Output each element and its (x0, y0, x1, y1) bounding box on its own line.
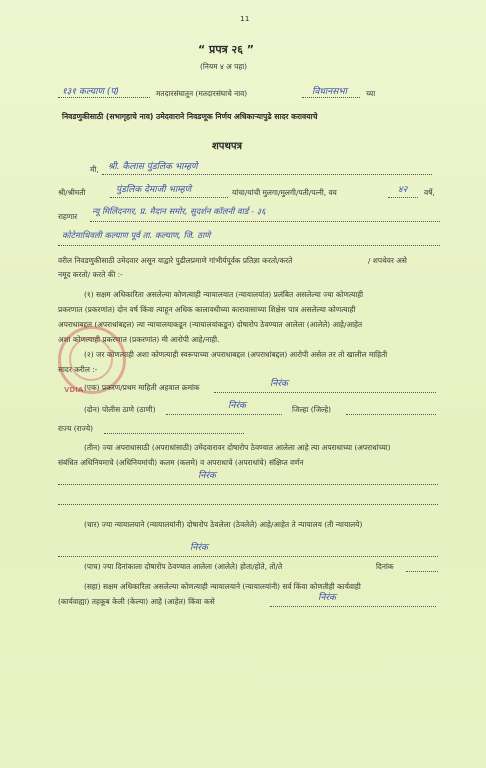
item3-handwritten: निरंक (198, 471, 216, 481)
date-dots (406, 571, 438, 572)
page-number: 11 (240, 14, 250, 23)
item6-dots (270, 606, 436, 607)
item1-handwritten: निरंक (270, 379, 288, 389)
intro-line2: नमूद करतो/ करते की :- (58, 270, 123, 279)
affidavit-title: शपथपत्र (212, 141, 243, 152)
clause1-line1: (१) सक्षम अधिकारिता असलेल्या कोणत्याही न्यायालयात (न्यायालयांत) प्रलंबित असलेल्या ज्या कोणत्याही (84, 290, 364, 299)
intro-or: / शपथेवर असे (368, 256, 407, 265)
candidate-name-handwritten: श्री. कैलास पुंडलिक भाम्हणे (108, 162, 198, 172)
form-subtitle: निवडणुकीसाठी (सभागृहाचे नाव) उमेदवाराने निवडणूक निर्णय अधिकाऱ्यापुढे सादर करावयाचे (62, 112, 318, 121)
stamp-text: VDIA (64, 386, 84, 394)
item5-label: (पाच) ज्या दिनांकाला दोषारोप ठेवण्यात आलेला (आलेले) होता/होते, तो/ते (84, 562, 283, 571)
item4-line1: (चार) ज्या न्यायालयाने (न्यायालयांनी) दोषारोप ठेवलेला (ठेवलेले) आहे/आहेत ते न्यायालय (ती न्यायालये) (84, 520, 363, 529)
item6-line2: (कार्यवाह्या) तहकूब केली (केल्या) आहे (आहेत) किंवा कसे (58, 597, 215, 606)
constituency-label: मतदारसंघातून (मतदारसंघाचे नाव) (156, 89, 248, 98)
clause1-line2: प्रकरणात (प्रकरणांत) दोन वर्ष किंवा त्याहून अधिक कालावधीच्या कारावासाच्या शिक्षेस पात्र असलेल्या कोणत्याही (58, 305, 356, 314)
parent-name-handwritten: पुंडलिक देमाजी भाम्हणे (116, 185, 192, 195)
age-handwritten: ४२ (398, 185, 408, 195)
state-label: राज्य (राज्ये) (58, 424, 94, 433)
house-suffix: च्या (366, 89, 376, 98)
item2-handwritten: निरंक (228, 401, 246, 411)
state-dots (104, 433, 244, 434)
intro-line1: वरील निवडणुकीसाठी उमेदवार असून याद्वारे पुढीलप्रमाणे गांभीर्यपूर्वक प्रतिज्ञा करतो/करते (58, 256, 293, 265)
district-label: जिल्हा (जिल्हे) (292, 405, 332, 414)
address-line2-dots (58, 245, 440, 246)
clause2-line2: सादर करील :- (58, 365, 98, 374)
rule-reference: (नियम ४ अ पहा) (200, 62, 248, 71)
address-line1-handwritten: न्यू मिलिंदनगर, प्र. मैदान समोर, सुदर्शन कॉलनी वार्ड - ३६ (92, 206, 266, 216)
item6-handwritten: निरंक (318, 593, 336, 603)
clause1-line3: अपराधाबद्दल (अपराधांबद्दल) त्या न्यायालयाकडून (न्यायालयांकडून) दोषारोप ठेवण्यात आलेला (आलेले) आहे/आहेत (58, 320, 363, 329)
item4-handwritten: निरंक (190, 543, 208, 553)
resident-label: राहणार (58, 212, 78, 221)
parent-relation: यांचा/यांची मुलगा/मुलगी/पती/पत्नी, वय (232, 188, 337, 197)
name-dots (102, 174, 432, 175)
item6-line1: (सहा) सक्षम अधिकारिता असलेल्या कोणत्याही न्यायालयाने (न्यायालयांनी) सर्व किंवा कोणतीही कार्यवाही (84, 582, 361, 591)
item1-dots (214, 392, 436, 393)
item3-line1: (तीन) ज्या अपराधासाठी (अपराधांसाठी) उमेदवारावर दोषारोप ठेवण्यात आलेला आहे त्या अपराधाच्या (अपराधांच्या) (84, 443, 391, 452)
clause1-line4: अशा कोणत्याही प्रकरणात (प्रकरणांत) मी आरोपी आहे/नाही. (58, 335, 220, 344)
parent-dots (110, 197, 228, 198)
item2-dots (166, 414, 282, 415)
house-handwritten: विधानसभा (312, 87, 347, 97)
item3-dots-2 (58, 504, 438, 505)
constituency-handwritten: १३१ कल्याण (प) (62, 87, 119, 97)
item3-line2: संबंधित अधिनियमाचे (अधिनियमांची) कलम (कलमे) व अपराधाचे (अपराधांचे) संक्षिप्त वर्णन (58, 458, 304, 467)
constituency-dots (58, 97, 150, 98)
item1-label: (एक) प्रकरण/प्रथम माहिती अहवाल क्रमांक (84, 383, 200, 392)
name-prefix: मी, (90, 165, 99, 174)
house-dots (302, 97, 360, 98)
address-line1-dots (90, 221, 440, 222)
district-dots (346, 414, 436, 415)
date-label: दिनांक (376, 562, 394, 571)
form-title: “ प्रपत्र २६ ” (198, 43, 254, 56)
item3-dots-1 (58, 484, 438, 485)
address-line2-handwritten: कोटेमाधिवली कल्याण पूर्व ता. कल्याण, जि. ठाणे (62, 230, 211, 240)
item4-dots (58, 556, 438, 557)
age-dots (388, 197, 418, 198)
years-label: वर्षे, (424, 188, 435, 197)
parent-label: श्री/श्रीमती (58, 188, 86, 197)
item2-label: (दोन) पोलीस ठाणे (ठाणी) (84, 405, 156, 414)
clause2-line1: (२) जर कोणत्याही अशा कोणत्याही स्वरूपाच्या अपराधाबद्दल (अपराधांबद्दल) आरोपी असेल तर तो खालील माहिती (84, 350, 388, 359)
